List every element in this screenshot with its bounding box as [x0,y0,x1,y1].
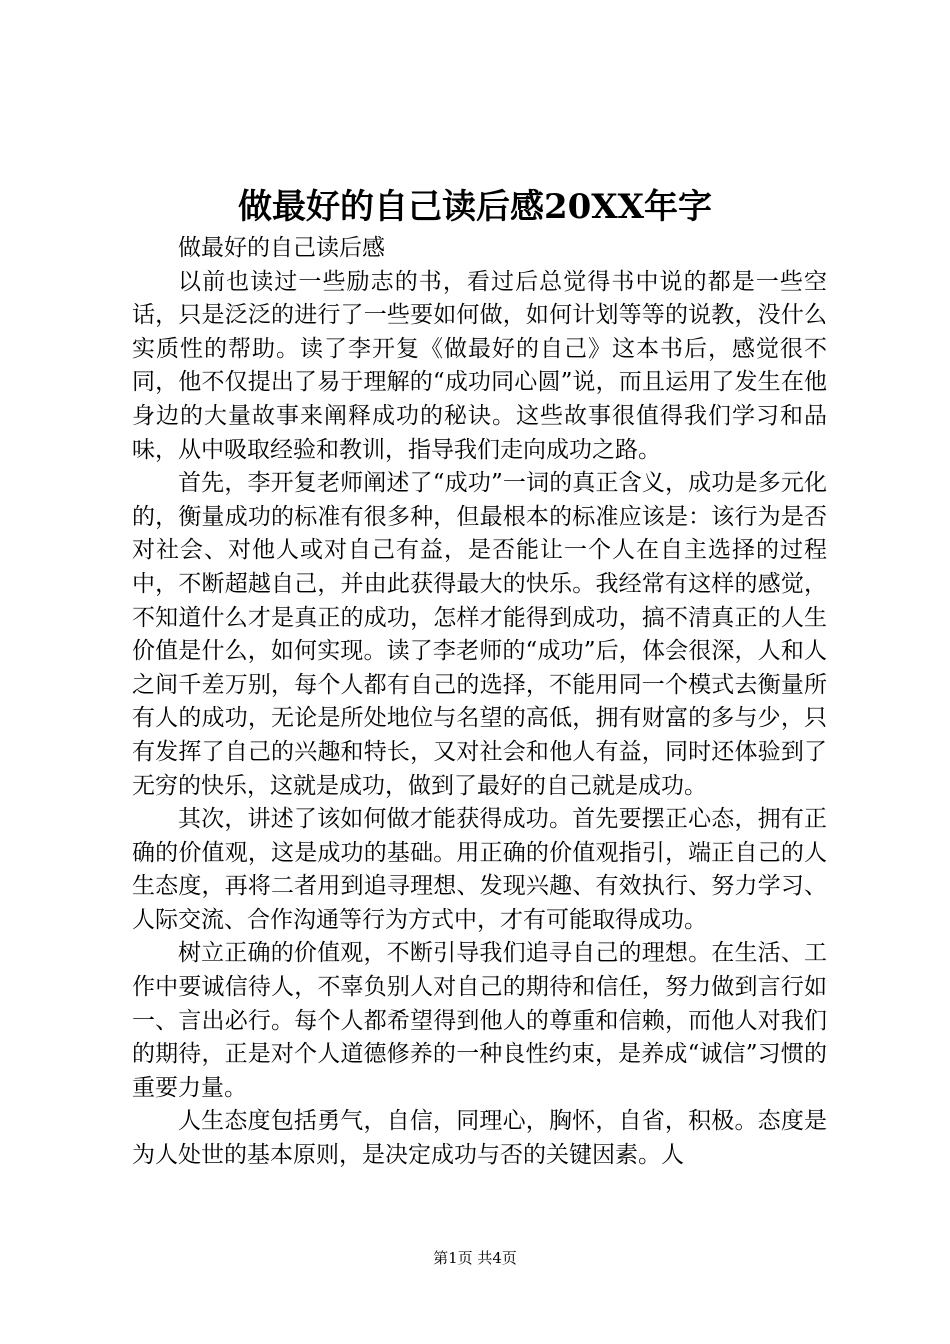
body-paragraph: 其次，讲述了该如何做才能获得成功。首先要摆正心态，拥有正确的价值观，这是成功的基础。用正确的价值观指引，端正自己的人生态度，再将二者用到追寻理想、发现兴趣、有效执行、努力学习、人际交流、合作沟通等行为方式中，才有可能取得成功。 [132,806,827,933]
body-paragraph: 树立正确的价值观，不断引导我们追寻自己的理想。在生活、工作中要诚信待人，不辜负别人对自己的期待和信任，努力做到言行如一、言出必行。每个人都希望得到他人的尊重和信赖，而他人对我们的期待，正是对个人道德修养的一种良性约束，是养成“诚信”习惯的重要力量。 [132,940,827,1101]
document-body [132,232,827,1173]
body-paragraph: 以前也读过一些励志的书，看过后总觉得书中说的都是一些空话，只是泛泛的进行了一些要如何做，如何计划等等的说教，没什么实质性的帮助。读了李开复《做最好的自己》这本书后，感觉很不同，他不仅提出了易于理解的“成功同心圆”说，而且运用了发生在他身边的大量故事来阐释成功的秘诀。这些故事很值得我们学习和品味，从中吸取经验和教训，指导我们走向成功之路。 [132,268,827,463]
body-paragraph: 人生态度包括勇气，自信，同理心，胸怀，自省，积极。态度是为人处世的基本原则，是决定成功与否的关键因素。人 [132,1108,827,1169]
document-title: 做最好的自己读后感20XX年字 [237,187,713,227]
subtitle-paragraph: 做最好的自己读后感 [178,235,385,261]
page-number: 第1页 共4页 [433,1249,517,1267]
body-paragraph: 首先，李开复老师阐述了“成功”一词的真正含义，成功是多元化的，衡量成功的标准有很多种，但最根本的标准应该是：该行为是否对社会、对他人或对自己有益，是否能让一个人在自主选择的过程中，不断超越自己，并由此获得最大的快乐。我经常有这样的感觉，不知道什么才是真正的成功，怎样才能得到成功，搞不清真正的人生价值是什么，如何实现。读了李老师的“成功”后，体会很深，人和人之间千差万别，每个人都有自己的选择，不能用同一个模式去衡量所有人的成功，无论是所处地位与名望的高低，拥有财富的多与少，只有发挥了自己的兴趣和特长，又对社会和他人有益，同时还体验到了无穷的快乐，这就是成功，做到了最好的自己就是成功。 [132,470,827,799]
